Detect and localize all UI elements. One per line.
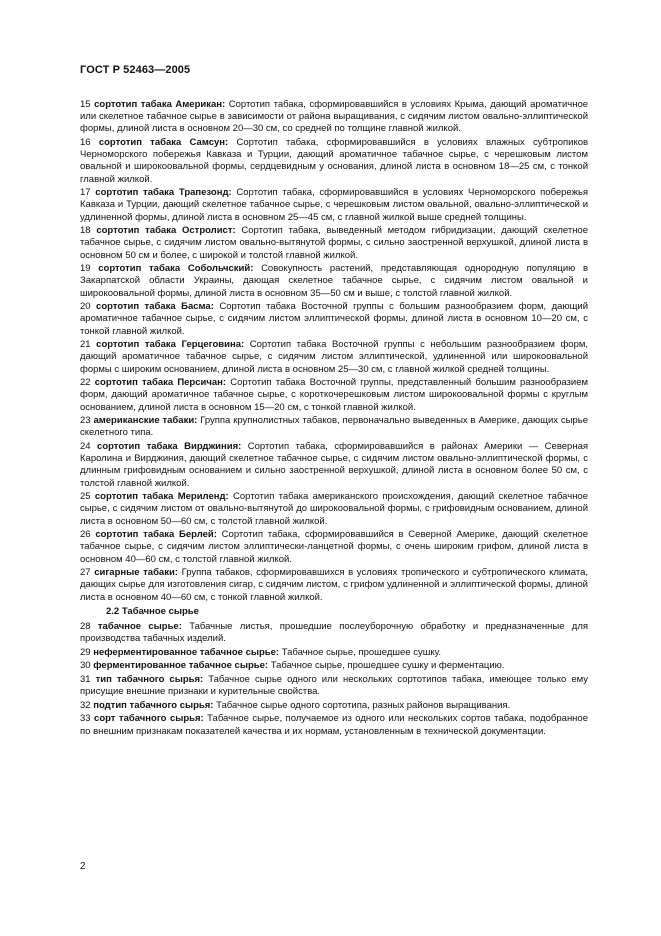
entry-term: сортотип табака Берлей: xyxy=(95,529,217,541)
entry-number: 33 xyxy=(80,713,91,725)
term-entry xyxy=(80,491,588,528)
term-entry xyxy=(80,415,588,439)
entry-definition: Сортотип табака американского происхождения, дающий скелетное табачное сырье, с сидячим листом от овально-вытянутой до широкоовальной формы, с грифовидным основанием, длиной листа в основном 50—60 см, с толстой главной жилкой. xyxy=(80,491,589,527)
entry-definition: Сортотип табака, сформировавшийся в районах Америки — Северная Каролина и Вирджиния, дающий скелетное табачное сырье, с сидячим листом овально-эллиптической формы, с длинным грифовидным основанием и сильно заостренной верхушкой, длиной листа в основном более 50 см, с толстой главной жилкой. xyxy=(80,441,589,489)
term-entry xyxy=(80,567,588,604)
entry-definition: Табачное сырье, получаемое из одного или нескольких сортов табака, подобранное по внешним признакам показателей качества и их нормам, установленным в технической документации. xyxy=(80,713,588,737)
page-number: 2 xyxy=(80,861,86,872)
entry-definition: Сортотип табака Восточной группы с большим разнообразием форм, дающий ароматичное табачное сырье, с сидячим листом эллиптической формы, длиной листа в основном 10—20 см, с тонкой главной жилкой. xyxy=(80,301,589,337)
term-entry xyxy=(80,674,588,698)
entry-number: 32 xyxy=(80,699,91,711)
term-entry xyxy=(80,99,588,136)
entry-term: подтип табачного сырья: xyxy=(93,699,214,711)
term-entry xyxy=(80,225,588,262)
entry-term: неферментированное табачное сырье: xyxy=(93,646,280,658)
term-entry xyxy=(80,263,588,300)
entry-definition: Совокупность растений, представляющая однородную популяцию в Закарпатской области Украины, дающая скелетное табачное сырье, с сидячим листом овальной и широкоовальной формы, длиной листа в основном 35—50 см и выше, с толстой главной жилкой. xyxy=(80,263,589,299)
term-list-varieties xyxy=(80,99,588,604)
entry-term: тип табачного сырья: xyxy=(95,674,204,685)
entry-number: 22 xyxy=(80,377,91,389)
entry-number: 28 xyxy=(80,621,91,633)
document-body xyxy=(80,99,588,739)
entry-term: сортотип табака Басма: xyxy=(96,301,214,313)
term-list-raw-material xyxy=(80,621,588,738)
entry-term: сортотип табака Трапезонд: xyxy=(95,187,232,199)
entry-definition: Табачное сырье одного или нескольких сортотипов табака, имеющее только ему присущие внешние признаки и курительные свойства. xyxy=(80,674,588,698)
entry-term: сортотип табака Самсун: xyxy=(98,137,229,148)
term-entry xyxy=(80,137,588,186)
entry-number: 31 xyxy=(80,674,91,685)
entry-definition: Табачное сырье, прошедшее сушку и ферментацию. xyxy=(270,660,505,672)
entry-term: табачное сырье: xyxy=(97,621,182,633)
term-entry xyxy=(80,621,588,645)
entry-number: 29 xyxy=(80,646,91,658)
entry-definition: Сортотип табака Восточной группы с небольшим разнообразием форм, дающий ароматичное табачное сырье, с сидячим листом эллиптической, удлиненной или широкоовальной формы с широким основанием, длиной листа в основном 25—30 см, с главной жилкой средней толщины. xyxy=(80,339,589,375)
term-entry xyxy=(80,647,588,659)
entry-term: сорт табачного сырья: xyxy=(94,713,204,725)
entry-definition: Табачные листья, прошедшие послеуборочную обработку и предназначенные для производства табачных изделий. xyxy=(80,621,589,645)
term-entry xyxy=(80,713,588,737)
entry-term: сортотип табака Мериленд: xyxy=(94,491,229,503)
entry-term: сортотип табака Герцеговина: xyxy=(96,339,245,351)
entry-number: 27 xyxy=(80,567,91,579)
entry-definition: Группа табаков, сформировавшихся в условиях тропического и субтропического климата, дающих сырье для изготовления сигар, с сидячим листом, с грифом удлиненной и эллиптической формы, длиной листа в основном 40—60 см, с тонкой главной жилкой. xyxy=(80,567,588,603)
term-entry xyxy=(80,301,588,338)
entry-definition: Сортотип табака, сформировавшийся в условиях Крыма, дающий ароматичное или скелетное табачное сырье в зависимости от района выращивания, с сидячим листом овально-эллиптической формы, длиной листа в основном 20—30 см, со средней по толщине главной жилкой. xyxy=(80,99,589,135)
entry-number: 21 xyxy=(80,339,91,351)
entry-term: сортотип табака Собольчский: xyxy=(98,263,254,275)
entry-number: 30 xyxy=(80,660,91,672)
entry-number: 23 xyxy=(80,415,91,427)
entry-term: сортотип табака Вирджиния: xyxy=(97,441,242,452)
entry-definition: Группа крупнолистных табаков, первоначально выведенных в Америке, дающих сырье скелетного типа. xyxy=(80,415,589,439)
term-entry xyxy=(80,377,588,414)
entry-term: сигарные табаки: xyxy=(94,567,178,579)
entry-term: американские табаки: xyxy=(93,415,198,427)
entry-term: сортотип табака Американ: xyxy=(94,99,226,110)
term-entry xyxy=(80,339,588,376)
entry-definition: Сортотип табака, сформировавшийся в условиях влажных субтропиков Черноморского побережья Кавказа и Турции, дающий ароматичное табачное сырье, с черешковым листом овальной и широкоовальной формы, сердцевидным у основания, длиной листа в основном 18—25 см, с тонкой главной жилкой. xyxy=(80,137,589,185)
entry-number: 15 xyxy=(80,99,91,110)
entry-definition: Табачное сырье одного сортотипа, разных районов выращивания. xyxy=(216,699,511,711)
entry-number: 16 xyxy=(80,137,91,148)
entry-number: 17 xyxy=(80,187,91,199)
entry-definition: Сортотип табака, сформировавшийся в Северной Америке, дающий скелетное табачное сырье, с сидячим листом эллиптически-ланцетной формы, с очень широким грифом, длиной листа в основном 40—60 см, с толстой главной жилкой. xyxy=(80,529,589,565)
entry-number: 26 xyxy=(80,529,91,541)
term-entry xyxy=(80,441,588,490)
entry-definition: Сортотип табака, сформировавшийся в условиях Черноморского побережья Кавказа и Турции, дающий скелетное табачное сырье, с черешковым листом овальной, овально-эллиптической и удлиненной формы, длиной листа в основном 25—45 см, с главной жилкой выше средней толщины. xyxy=(80,187,589,223)
entry-number: 25 xyxy=(80,491,91,503)
document-header: ГОСТ Р 52463—2005 xyxy=(80,64,191,76)
entry-term: сортотип табака Остролист: xyxy=(96,225,236,237)
entry-term: сортотип табака Персичан: xyxy=(94,377,227,389)
entry-term: ферментированное табачное сырье: xyxy=(93,660,269,672)
entry-number: 20 xyxy=(80,301,91,313)
term-entry xyxy=(80,660,588,672)
entry-number: 19 xyxy=(80,263,91,275)
term-entry xyxy=(80,529,588,566)
entry-number: 18 xyxy=(80,225,91,237)
entry-definition: Табачное сырье, прошедшее сушку. xyxy=(281,646,442,658)
term-entry xyxy=(80,187,588,224)
section-heading: 2.2 Табачное сырье xyxy=(106,605,199,617)
entry-definition: Сортотип табака Восточной группы, представленный большим разнообразием форм, дающий ароматичное табачное сырье, с короткочерешковым листом широкоовальной формы с круглым основанием, длиной листа в основном 15—20 см, с тонкой главной жилкой. xyxy=(80,377,589,413)
entry-number: 24 xyxy=(80,441,91,452)
entry-definition: Сортотип табака, выведенный методом гибридизации, дающий скелетное табачное сырье, с сидячим листом овально-вытянутой формы, с сильно заостренной верхушкой, длиной листа в основном 50 см и более, с широкой и толстой главной жилкой. xyxy=(80,225,589,261)
term-entry xyxy=(80,700,588,712)
